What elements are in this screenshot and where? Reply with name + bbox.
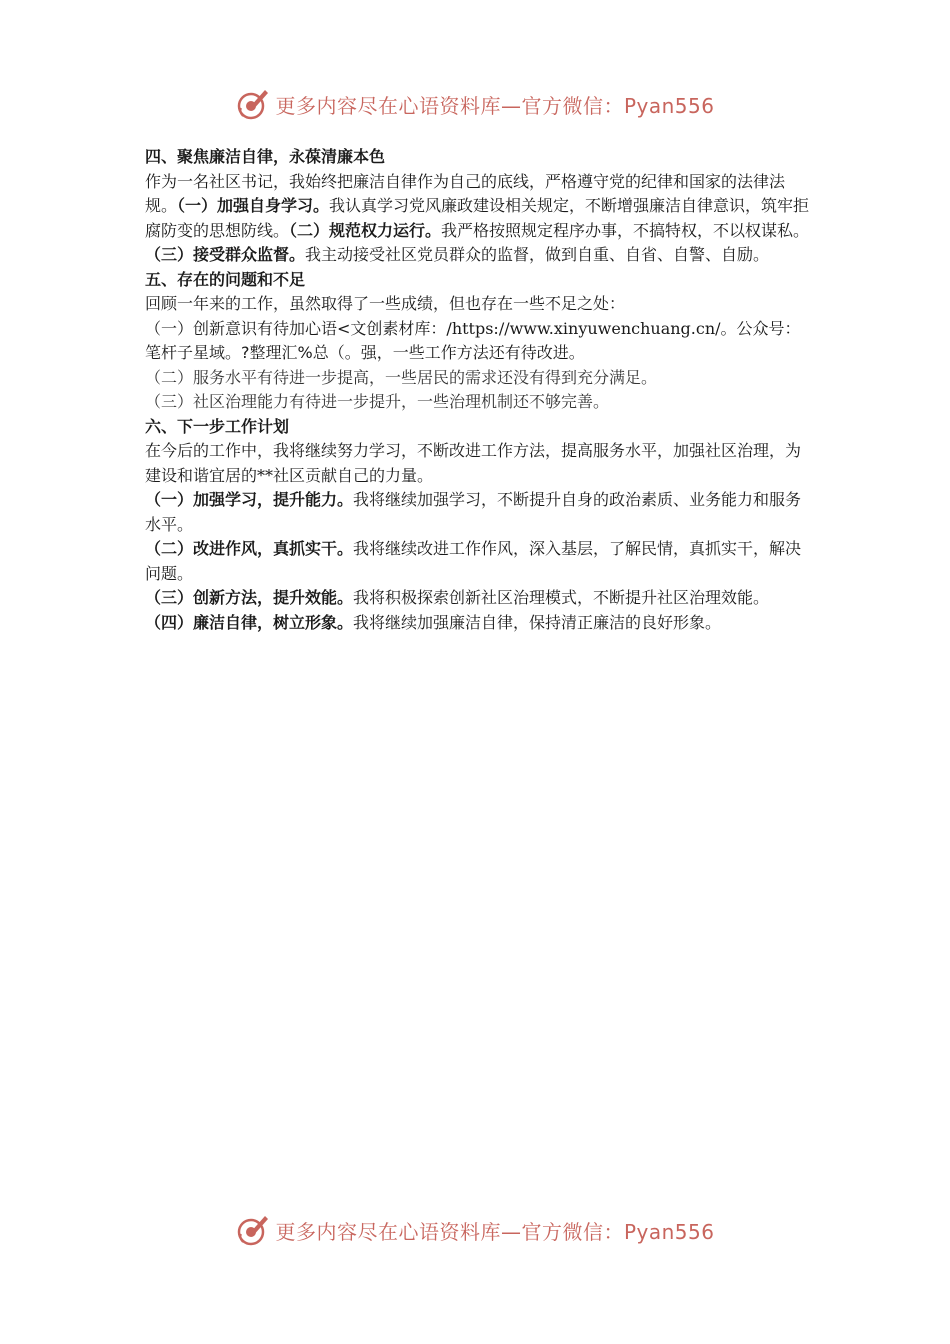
paragraph (145, 170, 810, 268)
section-heading: 五、存在的问题和不足 (145, 269, 306, 289)
item-text: 我将继续加强学习，不断提升自身的政治素质、业务能力和服务水平。 (145, 490, 802, 534)
bold-lead: （一）加强自身学习。 (177, 196, 330, 215)
bold-lead: （二）规范权力运行。 (289, 220, 442, 240)
list-item (145, 488, 810, 537)
url-text: https://www.xinyuwenchuang.cn/ (451, 318, 721, 338)
bold-lead: （三）创新方法，提升效能。 (145, 588, 354, 607)
item-text: （一）创新意识有待加心语<文创素材库：/ (145, 318, 452, 338)
section-heading: 六、下一步工作计划 (145, 416, 290, 436)
list-item (145, 586, 810, 611)
item-text: 我将积极探索创新社区治理模式，不断提升社区治理效能。 (353, 588, 770, 607)
paragraph: 回顾一年来的工作，虽然取得了一些成绩，但也存在一些不足之处： (145, 294, 626, 313)
bold-lead: （一）加强学习，提升能力。 (145, 490, 354, 509)
section-heading: 四、聚焦廉洁自律，永葆清廉本色 (145, 147, 386, 166)
document-body (145, 145, 810, 635)
bold-lead: （四）廉洁自律，树立形象。 (145, 612, 354, 632)
item-text: 。公众号：笔杆子星域。?整理汇%总（。强，一些工作方法还有待改进。 (145, 318, 801, 362)
paragraph: 在今后的工作中，我将继续努力学习，不断改进工作方法，提高服务水平，加强社区治理，为建设和谐宜居的**社区贡献自己的力量。 (145, 441, 802, 485)
banner-text: 更多内容尽在心语资料库—官方微信：Pyan556 (275, 93, 715, 118)
paragraph-text: 我主动接受社区党员群众的监督，做到自重、自省、自警、自励。 (305, 245, 770, 264)
bold-lead: （三）接受群众监督。 (145, 245, 306, 264)
banner-text: 更多内容尽在心语资料库—官方微信：Pyan556 (275, 1219, 715, 1244)
list-item (145, 317, 810, 366)
paragraph-text: 我严格按照规定程序办事，不搞特权，不以权谋私。 (441, 220, 810, 240)
paragraph-text: 我认真学习党风廉政建设相关规定，不断增强廉洁自律意识，筑牢拒腐防变的思想防线。 (145, 196, 810, 240)
list-item: （三）社区治理能力有待进一步提升，一些治理机制还不够完善。 (145, 392, 610, 411)
list-item (145, 611, 810, 636)
list-item: （二）服务水平有待进一步提高，一些居民的需求还没有得到充分满足。 (145, 367, 658, 387)
item-text: 我将继续加强廉洁自律，保持清正廉洁的良好形象。 (353, 612, 722, 632)
pen-logo-icon (235, 1212, 271, 1248)
bold-lead: （二）改进作风，真抓实干。 (145, 539, 354, 558)
list-item (145, 537, 810, 586)
footer-banner (0, 1208, 950, 1252)
paragraph-text: 作为一名社区书记，我始终把廉洁自律作为自己的底线，严格遵守党的纪律和国家的法律法规。 (145, 171, 786, 215)
item-text: 我将继续改进工作作风，深入基层，了解民情，真抓实干，解决问题。 (145, 539, 802, 583)
pen-logo-icon (235, 86, 271, 122)
header-banner (0, 82, 950, 126)
